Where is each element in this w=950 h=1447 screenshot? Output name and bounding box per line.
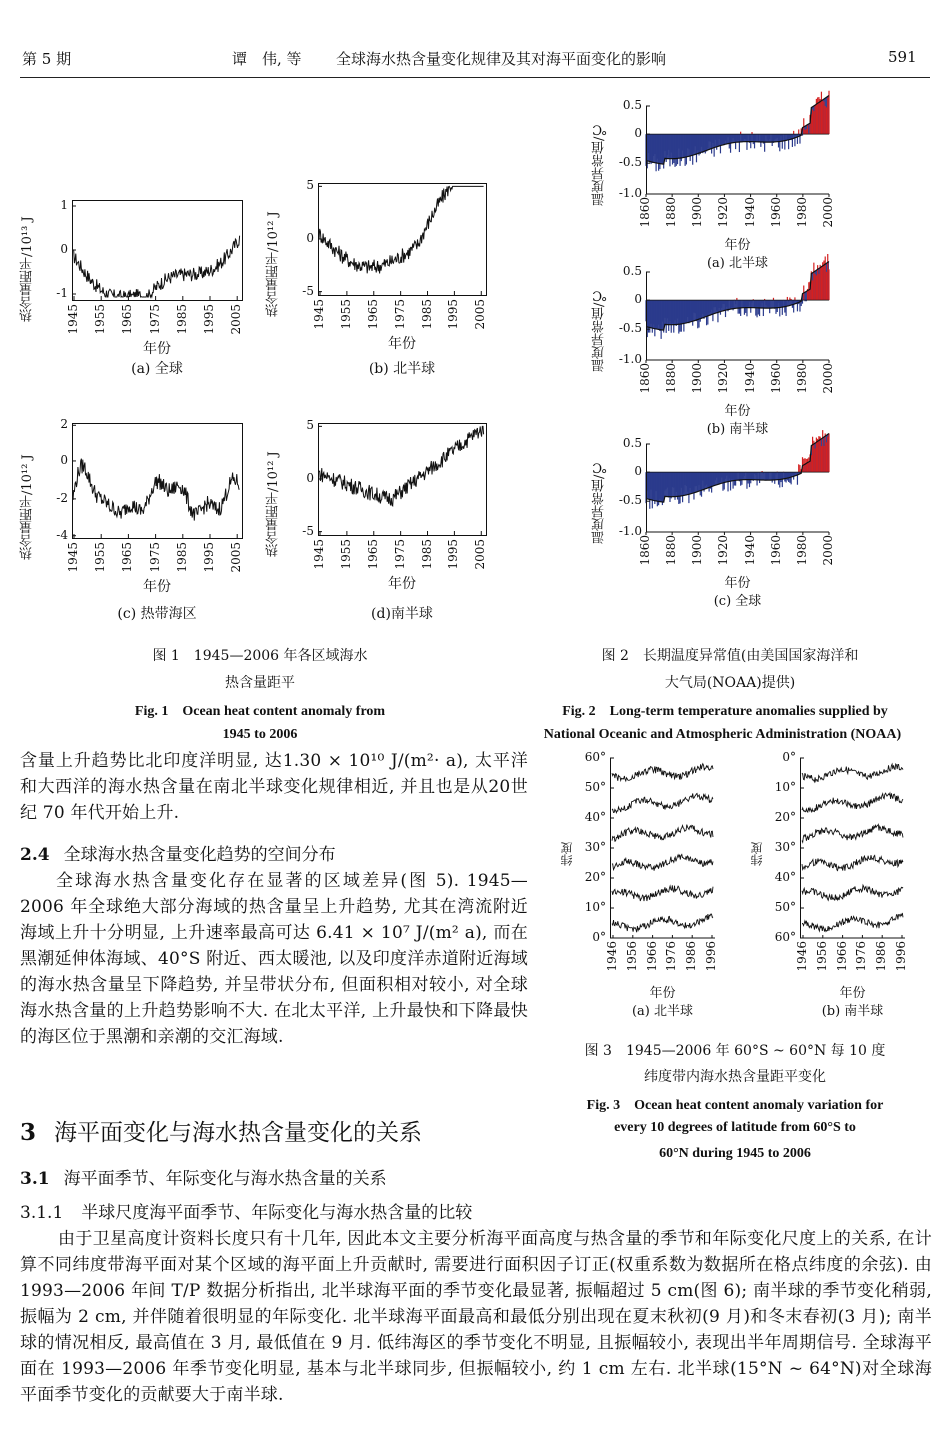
y-tick-label: 60° (584, 750, 606, 764)
latitude-band-series (802, 885, 903, 900)
x-tick-label: 1946 (605, 941, 619, 972)
x-tick-label: 1985 (419, 299, 434, 330)
header-title: 全球海水热含量变化规律及其对海平面变化的影响 (336, 50, 667, 68)
panel-subcaption: (a) 全球 (131, 361, 183, 377)
x-tick-label: 1975 (392, 539, 407, 570)
x-tick-label: 1986 (874, 941, 889, 972)
y-tick-label: 2 (60, 417, 68, 432)
x-tick-label: 1975 (147, 304, 162, 335)
y-tick-label: -4 (56, 527, 68, 542)
y-tick-label: 0 (634, 464, 642, 479)
series-line (319, 426, 484, 505)
y-tick-label: -0.5 (618, 493, 642, 508)
y-tick-label: 0° (782, 750, 796, 764)
y-axis-label: 纬度 (560, 842, 574, 866)
page-number: 591 (888, 48, 917, 66)
section-3-heading (20, 1114, 422, 1147)
panel-subcaption: (a) 北半球 (631, 1004, 694, 1019)
fig2-caption-en-1: Fig. 2 Long-term temperature anomalies supplied by (562, 704, 888, 719)
fig3-panel-b-plot (800, 758, 909, 942)
fig3-caption-en-3: 60°N during 1945 to 2006 (659, 1146, 811, 1161)
y-tick-label: -5 (302, 283, 314, 298)
y-tick-label: 30° (774, 840, 796, 854)
section-number: 2.4 (20, 845, 50, 865)
x-tick-label: 1980 (794, 535, 809, 566)
x-tick-label: 1996 (894, 941, 908, 972)
fig3-caption-en-1: Fig. 3 Ocean heat content anomaly variation for (586, 1098, 884, 1113)
y-axis-label: 温度异常值/℃ (592, 459, 607, 544)
series-line (73, 236, 240, 297)
x-tick-label: 1980 (794, 197, 809, 228)
fig2-caption-cn-1: 图 2 长期温度异常值(由美国国家海洋和 (601, 648, 859, 664)
fig1-caption-cn-1: 图 1 1945—2006 年各区域海水 (152, 648, 368, 664)
x-tick-label: 1986 (684, 941, 699, 972)
x-tick-label: 1920 (716, 535, 731, 566)
section-3-1-1-heading (20, 1198, 472, 1223)
x-tick-label: 1900 (690, 535, 705, 566)
y-tick-label: 0 (60, 242, 68, 256)
x-tick-label: 1976 (664, 941, 679, 972)
x-axis-label: 年份 (724, 404, 751, 419)
y-tick-label: -0.5 (618, 155, 642, 170)
y-tick-label: 10° (774, 780, 796, 794)
plot-frame (319, 424, 487, 536)
x-tick-label: 1920 (716, 363, 731, 394)
latitude-band-series (612, 854, 713, 870)
x-axis-label: 年份 (388, 576, 416, 592)
x-tick-label: 2000 (821, 363, 835, 394)
latitude-band-series (802, 793, 903, 812)
panel-subcaption: (d)南半球 (371, 606, 433, 622)
y-tick-label: 60° (774, 930, 796, 944)
x-tick-label: 1860 (638, 535, 652, 566)
x-tick-label: 1900 (690, 363, 705, 394)
y-axis-label: 温度异常值/℃ (592, 121, 607, 206)
x-tick-label: 1940 (742, 363, 757, 394)
paragraph-3: 由于卫星高度计资料长度只有十几年, 因此本文主要分析海平面高度与热含量的季节和年际变化尺度上的关系, 在计算不同纬度带海平面对某个区域的海平面上升贡献时, 需要进行面积因子订正(权重系数为数据所在格点纬度的余弦). 由 1993—2006 年间 T/P 数据分析指出, 北半球海平面的季节变化最显著, 振幅超过 5 cm(图 6); 南半球的季节变化稍弱, 振幅为 2 cm, 并伴随着很明显的年际变化. 北半球海平面最高和最低分别出现在夏末秋初(9 月)和冬末春初(3 月); 南半球的情况相反, 最高值在 3 月, 最低值在 9 月. 低纬海区的季节变化不明显, 且振幅较小, 表现出半年周期信号. 全球海平面在 1993—2006 年季节变化明显, 基本与北半球同步, 但振幅较小, 约 1 cm 左右. 北半球(15°N ~ 64°N)对全球海平面季节变化的贡献要大于南半球. (20, 1229, 932, 1405)
x-tick-label: 1955 (338, 299, 353, 330)
x-tick-label: 1966 (834, 941, 849, 972)
fig1-caption-en-1: Fig. 1 Ocean heat content anomaly from (134, 704, 386, 719)
y-tick-label: -1 (56, 286, 68, 300)
x-tick-label: 1946 (795, 941, 809, 972)
y-tick-label: 0 (306, 471, 314, 485)
x-tick-label: 1956 (624, 941, 639, 972)
section-title: 海平面变化与海水热含量变化的关系 (54, 1120, 423, 1146)
x-tick-label: 2000 (821, 535, 835, 566)
y-tick-label: 30° (584, 840, 606, 854)
section-title: 半球尺度海平面季节、年际变化与海水热含量的比较 (81, 1203, 473, 1223)
x-tick-label: 1995 (446, 299, 461, 330)
x-tick-label: 1955 (93, 304, 108, 335)
fig1-panel-b-plot (318, 183, 490, 299)
y-tick-label: 5 (306, 418, 314, 433)
fig1-panel-c-plot (72, 423, 246, 542)
x-axis-label: 年份 (724, 238, 751, 253)
x-tick-label: 1980 (794, 363, 809, 394)
issue-number: 第 5 期 (22, 50, 72, 68)
header-rule (20, 77, 930, 78)
x-tick-label: 1965 (120, 542, 135, 573)
x-tick-label: 1996 (704, 941, 718, 972)
x-tick-label: 1965 (365, 299, 380, 330)
x-tick-label: 1945 (312, 539, 326, 570)
latitude-band-series (612, 914, 713, 932)
x-tick-label: 1995 (202, 542, 216, 573)
y-tick-label: 50° (774, 900, 796, 914)
x-tick-label: 1966 (644, 941, 659, 972)
y-tick-label: 40° (584, 810, 606, 824)
section-number: 3.1.1 (20, 1203, 64, 1223)
y-axis-label: 热含量距平/10¹² J (266, 211, 281, 317)
y-tick-label: 5 (306, 178, 314, 193)
y-tick-label: -1.0 (618, 352, 642, 366)
x-tick-label: 1945 (66, 542, 80, 573)
x-tick-label: 1995 (446, 539, 461, 570)
panel-subcaption: (b) 北半球 (368, 361, 436, 377)
x-tick-label: 2005 (473, 539, 488, 570)
panel-subcaption: (c) 全球 (713, 594, 762, 609)
section-number: 3.1 (20, 1169, 50, 1189)
x-tick-label: 1976 (854, 941, 869, 972)
y-tick-label: 0° (592, 930, 606, 944)
x-tick-label: 1985 (174, 542, 189, 573)
x-tick-label: 1920 (716, 197, 731, 228)
y-tick-label: 0.5 (622, 98, 642, 112)
x-tick-label: 1985 (174, 304, 189, 335)
latitude-band-series (612, 764, 713, 781)
x-tick-label: 2005 (229, 304, 244, 335)
latitude-band-series (802, 855, 903, 871)
fig1-caption-cn-2: 热含量距平 (225, 675, 295, 691)
latitude-band-series (802, 764, 903, 782)
y-tick-label: 10° (584, 900, 606, 914)
y-tick-label: -2 (56, 490, 68, 505)
x-tick-label: 1975 (147, 542, 162, 573)
x-axis-label: 年份 (388, 336, 416, 352)
header-authors: 谭 伟, 等 (232, 50, 302, 68)
x-axis-label: 年份 (839, 986, 866, 1001)
section-title: 全球海水热含量变化趋势的空间分布 (63, 845, 336, 865)
y-tick-label: 40° (774, 870, 796, 884)
x-tick-label: 1955 (93, 542, 108, 573)
latitude-band-series (612, 794, 713, 813)
fig3-caption-cn-1: 图 3 1945—2006 年 60°S ~ 60°N 每 10 度 (584, 1043, 886, 1059)
y-tick-label: 0 (60, 452, 68, 467)
panel-subcaption: (c) 热带海区 (117, 606, 197, 622)
panel-subcaption: (b) 南半球 (821, 1004, 884, 1019)
fig2-panel-b-plot (646, 272, 833, 364)
x-tick-label: 1985 (419, 539, 434, 570)
x-tick-label: 1860 (638, 197, 652, 228)
section-2-4-heading (20, 840, 336, 865)
fig3-panel-a-plot (610, 758, 719, 942)
fig2-caption-en-2: National Oceanic and Atmospheric Administration (NOAA) (543, 727, 902, 742)
paragraph-2: 全球海水热含量变化存在显著的区域差异(图 5). 1945—2006 年全球绝大部分海域的热含量呈上升趋势, 尤其在湾流附近海域上升十分明显, 上升速率最高可达 6.41 × 10⁷ J/(m² a), 而在黑潮延伸体海域、40°S 附近、西太暖池, 以及印度洋赤道附近海域的海水热含量呈下降趋势, 并呈带状分布, 但面积相对较小, 对全球海水热含量的上升趋势影响不大. 在北太平洋, 上升最快和下降最快的海区位于黑潮和亲潮的交汇海域. (20, 871, 528, 1047)
y-tick-label: 50° (584, 780, 606, 794)
x-axis-label: 年份 (143, 341, 171, 357)
y-tick-label: 0.5 (622, 436, 642, 450)
x-tick-label: 1880 (664, 535, 679, 566)
x-tick-label: 1965 (365, 539, 380, 570)
series-line (73, 459, 240, 521)
x-tick-label: 1880 (664, 363, 679, 394)
x-tick-label: 2005 (473, 299, 488, 330)
x-tick-label: 1940 (742, 197, 757, 228)
fig3-caption-cn-2: 纬度带内海水热含量距平变化 (644, 1069, 826, 1085)
series-line (319, 186, 484, 273)
section-3-1-heading (20, 1164, 387, 1189)
y-tick-label: -1.0 (618, 524, 642, 538)
x-tick-label: 1965 (120, 304, 135, 335)
x-tick-label: 1975 (392, 299, 407, 330)
x-tick-label: 1900 (690, 197, 705, 228)
y-axis-label: 温度异常值/℃ (592, 287, 607, 372)
y-tick-label: 1 (60, 198, 68, 212)
fig2-caption-cn-2: 大气局(NOAA)提供) (664, 675, 796, 691)
y-axis-label: 纬度 (750, 842, 764, 866)
y-tick-label: 0 (306, 231, 314, 245)
y-tick-label: 0.5 (622, 264, 642, 278)
y-axis-label: 热含量距平/10¹² J (20, 454, 35, 560)
x-tick-label: 1960 (768, 197, 783, 228)
fig3-caption-en-2: every 10 degrees of latitude from 60°S to (614, 1120, 856, 1135)
x-tick-label: 1960 (768, 535, 783, 566)
x-tick-label: 2000 (821, 197, 835, 228)
fig1-panel-a-plot (72, 200, 246, 304)
x-tick-label: 1945 (66, 304, 80, 335)
fig2-panel-c-plot (646, 444, 833, 536)
latitude-band-series (802, 825, 903, 843)
x-tick-label: 1940 (742, 535, 757, 566)
x-tick-label: 1960 (768, 363, 783, 394)
y-tick-label: -0.5 (618, 321, 642, 336)
y-axis-label: 热含量距平/10¹² J (266, 451, 281, 557)
paragraph-1: 含量上升趋势比北印度洋明显, 达1.30 × 10¹⁰ J/(m²· a), 太平洋和大西洋的海水热含量在南北半球变化规律相近, 并且也是从20世纪 70 年代开始上升. (20, 751, 528, 823)
y-tick-label: 0 (634, 126, 642, 141)
x-axis-label: 年份 (143, 579, 171, 595)
section-title: 海平面季节、年际变化与海水热含量的关系 (63, 1169, 387, 1189)
x-axis-label: 年份 (724, 576, 751, 591)
x-tick-label: 1995 (202, 304, 216, 335)
x-tick-label: 1880 (664, 197, 679, 228)
y-tick-label: 20° (584, 870, 606, 884)
y-tick-label: -5 (302, 523, 314, 538)
fig1-caption-en-2: 1945 to 2006 (222, 727, 298, 742)
x-tick-label: 1860 (638, 363, 652, 394)
section-number: 3 (20, 1119, 37, 1146)
x-tick-label: 2005 (229, 542, 244, 573)
fig2-panel-a-plot (646, 106, 833, 198)
x-tick-label: 1945 (312, 299, 326, 330)
latitude-band-series (802, 913, 903, 932)
plot-frame (319, 184, 487, 296)
y-tick-label: 20° (774, 810, 796, 824)
y-axis-label: 热含量距平/10¹³ J (20, 216, 35, 322)
x-tick-label: 1956 (814, 941, 829, 972)
panel-subcaption: (b) 南半球 (706, 422, 769, 437)
y-tick-label: 0 (634, 292, 642, 307)
x-axis-label: 年份 (649, 986, 676, 1001)
x-tick-label: 1955 (338, 539, 353, 570)
latitude-band-series (612, 885, 713, 901)
y-tick-label: -1.0 (618, 186, 642, 200)
latitude-band-series (612, 825, 713, 842)
panel-subcaption: (a) 北半球 (706, 256, 769, 271)
fig1-panel-d-plot (318, 423, 490, 539)
